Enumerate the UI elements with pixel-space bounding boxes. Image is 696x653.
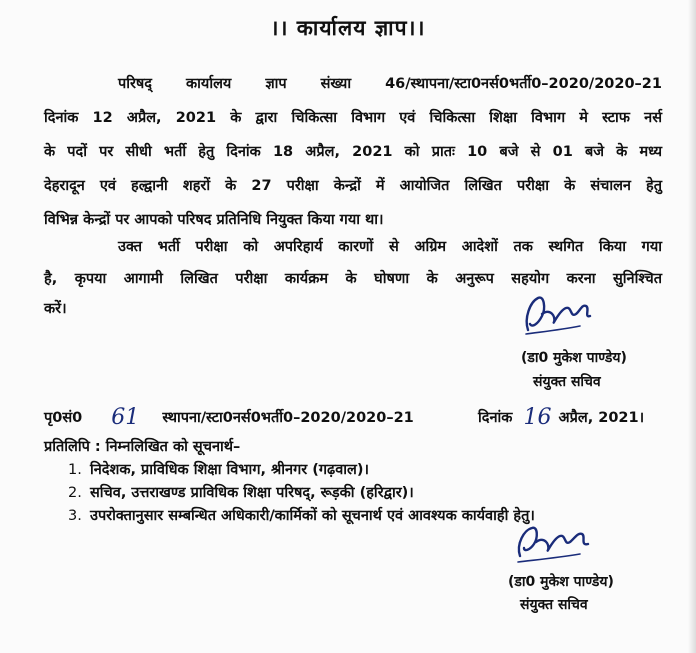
reference-date xyxy=(478,403,644,428)
reference-line xyxy=(44,403,414,428)
para1-line-1: परिषद् कार्यालय ज्ञाप संख्या 46/स्थापना/स्टा0नर्स0भर्ती0–2020/2020–21 xyxy=(118,76,662,92)
signature-1-name: (डा0 मुकेश पाण्डेय) xyxy=(521,350,627,366)
signature-2 xyxy=(510,520,600,568)
copy-item-2 xyxy=(68,482,414,502)
para2-line-3: करें। xyxy=(44,301,67,317)
para2-line-1: उक्त भर्ती परीक्षा को अपरिहार्य कारणों से अग्रिम आदेशों तक स्थगित किया गया xyxy=(118,239,662,255)
reference-date-rest: अप्रैल, 2021। xyxy=(558,410,645,426)
para1-line-5: विभिन्न केन्द्रों पर आपको परिषद प्रतिनिधि नियुक्त किया गया था। xyxy=(44,212,384,228)
copy-item-1 xyxy=(68,459,369,479)
copy-item-1-num: 1. xyxy=(68,462,82,478)
para1-line-3: के पदों पर सीधी भर्ती हेतु दिनांक 18 अप्रैल, 2021 को प्रातः 10 बजे से 01 बजे के मध्य xyxy=(44,144,662,160)
copy-item-3-text: उपरोक्तानुसार सम्बन्धित अधिकारी/कार्मिकों को सूचनार्थ एवं आवश्यक कार्यवाही हेतु। xyxy=(90,508,535,524)
signature-2-name: (डा0 मुकेश पाण्डेय) xyxy=(508,574,614,590)
copy-item-2-text: सचिव, उत्तराखण्ड प्राविधिक शिक्षा परिषद्, रूड़की (हरिद्वार)। xyxy=(90,485,414,501)
para2-line-2: है, कृपया आगामी लिखित परीक्षा कार्यक्रम के घोषणा के अनुरूप सहयोग करना सुनिश्चित xyxy=(44,271,662,287)
para1-line-2: दिनांक 12 अप्रैल, 2021 के द्वारा चिकित्सा विभाग एवं चिकित्सा शिक्षा विभाग मे स्टाफ नर्स xyxy=(44,110,662,126)
copy-item-2-num: 2. xyxy=(68,485,82,501)
scan-edge-shadow xyxy=(688,0,696,653)
reference-date-label: दिनांक xyxy=(478,410,513,426)
reference-text: स्थापना/स्टा0नर्स0भर्ती0–2020/2020–21 xyxy=(162,410,414,426)
copy-item-3-num: 3. xyxy=(68,508,82,524)
signature-2-title: संयुक्त सचिव xyxy=(520,597,588,613)
copy-item-1-text: निदेशक, प्राविधिक शिक्षा विभाग, श्रीनगर (गढ़वाल)। xyxy=(90,462,369,478)
para1-line-4: देहरादून एवं हल्द्वानी शहरों के 27 परीक्षा केन्द्रों में आयोजित लिखित परीक्षा के संचालन हेतु xyxy=(44,178,662,194)
copy-item-3 xyxy=(68,505,535,525)
signature-1 xyxy=(520,290,600,340)
reference-date-day: 16 xyxy=(523,405,552,430)
copy-heading: प्रतिलिपि : निम्नलिखित को सूचनार्थ– xyxy=(44,439,241,455)
signature-1-title: संयुक्त सचिव xyxy=(533,374,601,390)
memo-heading: ।। कार्यालय ज्ञाप।। xyxy=(270,16,426,40)
reference-number: 61 xyxy=(111,405,140,430)
reference-prefix: पृ0सं0 xyxy=(44,410,83,426)
